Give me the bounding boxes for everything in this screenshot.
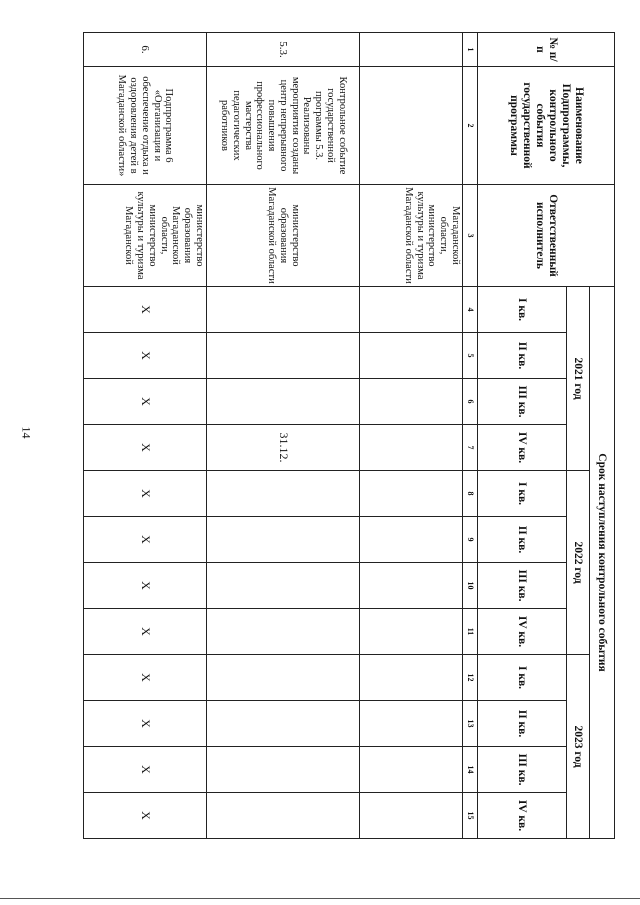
quarter-header: II кв. <box>478 517 567 563</box>
header-year-2023: 2023 год <box>567 655 590 839</box>
quarter-cell <box>207 609 360 655</box>
column-number: 6 <box>463 379 478 425</box>
row-name: Контрольное событие государственной программы 5.3. Реализованы мероприятия созданы центр непрерывного повышения профессионального мастерства педагогических работников <box>207 67 360 185</box>
header-row-top <box>590 33 615 839</box>
row-number <box>360 33 463 67</box>
column-number-row <box>463 33 478 839</box>
header-col-num: № п/п <box>478 33 615 67</box>
quarter-cell <box>360 793 463 839</box>
quarter-cell <box>207 287 360 333</box>
quarter-cell <box>360 701 463 747</box>
rotated-landscape-page <box>55 32 615 852</box>
quarter-cell <box>360 563 463 609</box>
quarter-cell <box>207 471 360 517</box>
column-number: 4 <box>463 287 478 333</box>
row-name: Подпрограмма 6 «Организация и обеспечение отдыха и оздоровления детей в Магаданской области» <box>84 67 207 185</box>
quarter-cell <box>207 793 360 839</box>
quarter-header: III кв. <box>478 563 567 609</box>
table-row <box>360 33 463 839</box>
row-number: 6. <box>84 33 207 67</box>
quarter-header: I кв. <box>478 655 567 701</box>
quarter-cell: X <box>84 747 207 793</box>
quarter-cell <box>360 471 463 517</box>
column-number: 5 <box>463 333 478 379</box>
quarter-cell: X <box>84 471 207 517</box>
table-row <box>84 33 207 839</box>
header-year-2022: 2022 год <box>567 471 590 655</box>
column-number: 7 <box>463 425 478 471</box>
quarter-cell <box>207 747 360 793</box>
row-executor: министерство образования Магаданской области <box>207 185 360 287</box>
quarter-cell <box>207 701 360 747</box>
header-year-2021: 2021 год <box>567 287 590 471</box>
quarter-cell: X <box>84 563 207 609</box>
row-number: 5.3. <box>207 33 360 67</box>
column-number: 14 <box>463 747 478 793</box>
quarter-cell: X <box>84 793 207 839</box>
control-events-table <box>83 32 615 839</box>
quarter-cell: X <box>84 333 207 379</box>
page-number: 14 <box>19 426 34 439</box>
header-col-name: Наименование Подпрограммы, контрольного события государственной программы <box>478 67 615 185</box>
quarter-header: II кв. <box>478 701 567 747</box>
quarter-header: III кв. <box>478 379 567 425</box>
quarter-cell: X <box>84 517 207 563</box>
column-number: 11 <box>463 609 478 655</box>
quarter-cell <box>207 563 360 609</box>
bottom-rule <box>0 898 640 899</box>
column-number: 9 <box>463 517 478 563</box>
quarter-cell <box>360 287 463 333</box>
quarter-cell: X <box>84 655 207 701</box>
quarter-cell <box>360 655 463 701</box>
quarter-cell <box>360 333 463 379</box>
quarter-header: IV кв. <box>478 609 567 655</box>
quarter-cell <box>360 425 463 471</box>
table-row <box>207 33 360 839</box>
quarter-cell <box>207 517 360 563</box>
column-number: 1 <box>463 33 478 67</box>
quarter-cell: X <box>84 287 207 333</box>
quarter-header: I кв. <box>478 471 567 517</box>
header-col-executor: Ответственный исполнитель <box>478 185 615 287</box>
quarter-header: I кв. <box>478 287 567 333</box>
quarter-cell: X <box>84 609 207 655</box>
quarter-cell <box>207 333 360 379</box>
row-name <box>360 67 463 185</box>
quarter-cell: X <box>84 379 207 425</box>
column-number: 12 <box>463 655 478 701</box>
column-number: 2 <box>463 67 478 185</box>
quarter-header: IV кв. <box>478 793 567 839</box>
quarter-cell <box>360 379 463 425</box>
quarter-header: II кв. <box>478 333 567 379</box>
quarter-cell: 31.12. <box>207 425 360 471</box>
quarter-cell: X <box>84 425 207 471</box>
column-number: 10 <box>463 563 478 609</box>
column-number: 13 <box>463 701 478 747</box>
column-number: 8 <box>463 471 478 517</box>
quarter-cell <box>360 609 463 655</box>
quarter-cell <box>360 517 463 563</box>
column-number: 3 <box>463 185 478 287</box>
quarter-cell <box>360 747 463 793</box>
quarter-cell <box>207 379 360 425</box>
quarter-cell: X <box>84 701 207 747</box>
row-executor: Магаданской области, министерство культуры и туризма Магаданской области <box>360 185 463 287</box>
header-col-period: Срок наступления контрольного события <box>590 287 615 839</box>
column-number: 15 <box>463 793 478 839</box>
quarter-header: IV кв. <box>478 425 567 471</box>
quarter-header: III кв. <box>478 747 567 793</box>
row-executor: министерство образования Магаданской области, министерство культуры и туризма Магаданской <box>84 185 207 287</box>
quarter-cell <box>207 655 360 701</box>
